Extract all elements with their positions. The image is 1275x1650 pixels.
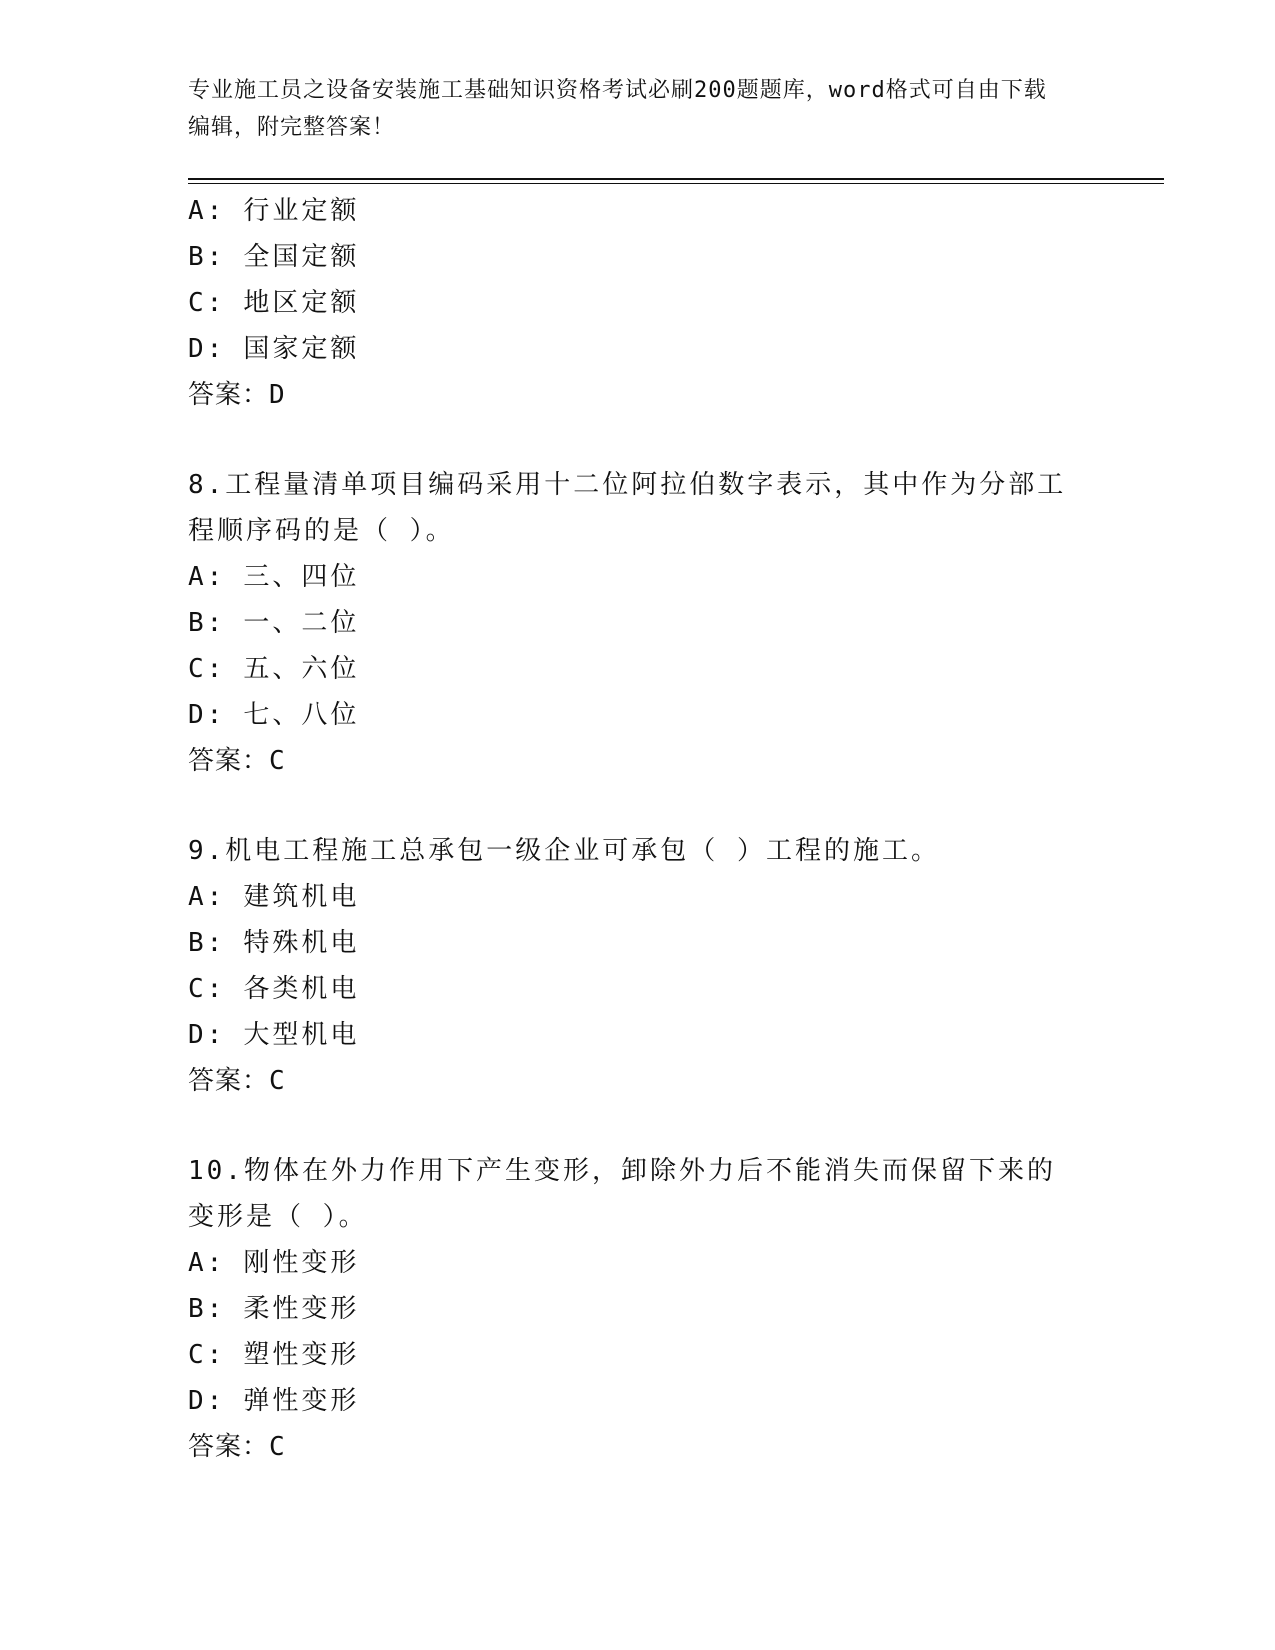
document-header: 专业施工员之设备安装施工基础知识资格考试必刷200题题库，word格式可自由下载编辑，附完整答案！ <box>188 78 1047 140</box>
option-b: B: 柔性变形 <box>188 1294 360 1324</box>
option-d: D: 国家定额 <box>188 334 360 364</box>
option-a: A: 三、四位 <box>188 562 360 592</box>
answer-line: 答案：C <box>188 1432 286 1462</box>
question-text: 10.物体在外力作用下产生变形，卸除外力后不能消失而保留下来的变形是（ ）。 <box>188 1156 1056 1232</box>
option-d: D: 七、八位 <box>188 700 360 730</box>
answer-line: 答案：C <box>188 1066 286 1096</box>
option-a: A: 刚性变形 <box>188 1248 360 1278</box>
answer-line: 答案：D <box>188 380 286 410</box>
option-b: B: 一、二位 <box>188 608 360 638</box>
question-block-9 <box>188 828 1088 1104</box>
question-text: 9.机电工程施工总承包一级企业可承包（ ）工程的施工。 <box>188 836 940 866</box>
question-block-8 <box>188 462 1088 784</box>
option-a: A: 行业定额 <box>188 196 360 226</box>
question-block-7 <box>188 188 1088 418</box>
header-divider-thick <box>188 178 1164 180</box>
question-text: 8.工程量清单项目编码采用十二位阿拉伯数字表示，其中作为分部工程顺序码的是（ ）。 <box>188 470 1067 546</box>
answer-line: 答案：C <box>188 746 286 776</box>
option-a: A: 建筑机电 <box>188 882 360 912</box>
question-list <box>188 188 1088 1470</box>
option-c: C: 各类机电 <box>188 974 360 1004</box>
option-c: C: 五、六位 <box>188 654 360 684</box>
option-b: B: 特殊机电 <box>188 928 360 958</box>
header-divider-thin <box>188 183 1164 184</box>
option-c: C: 塑性变形 <box>188 1340 360 1370</box>
option-c: C: 地区定额 <box>188 288 360 318</box>
option-b: B: 全国定额 <box>188 242 360 272</box>
option-d: D: 大型机电 <box>188 1020 360 1050</box>
question-block-10 <box>188 1148 1088 1470</box>
option-d: D: 弹性变形 <box>188 1386 360 1416</box>
